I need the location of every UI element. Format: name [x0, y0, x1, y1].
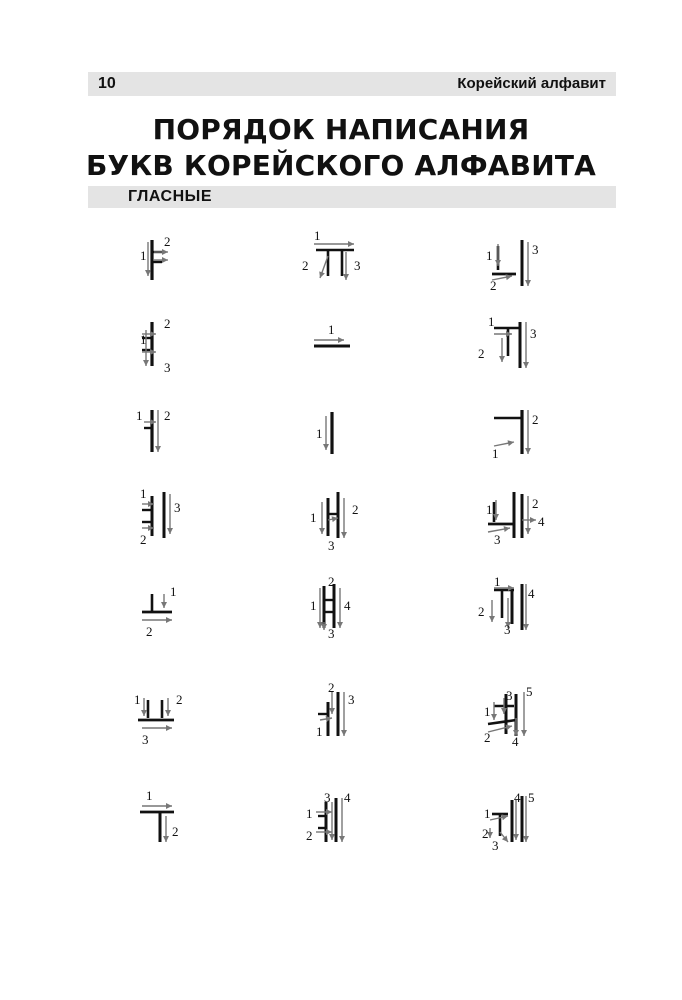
stroke-number-label: 1 — [146, 788, 153, 803]
stroke-number-label: 1 — [306, 806, 313, 821]
vowel-glyph-svg — [288, 574, 368, 641]
stroke-number-label: 2 — [164, 234, 171, 249]
stroke-number-label: 1 — [488, 314, 495, 329]
stroke-direction-arrow — [163, 816, 169, 842]
stroke-number-label: 4 — [512, 734, 519, 749]
stroke-number-label: 1 — [140, 332, 147, 347]
vowel-stroke-diagram — [464, 482, 544, 546]
stroke-direction-arrow — [343, 252, 349, 280]
vowel-stroke-diagram — [288, 482, 368, 553]
running-header — [88, 72, 616, 96]
vowel-glyph-svg — [464, 398, 544, 462]
vowel-stroke-diagram — [112, 398, 192, 462]
stroke-number-label: 2 — [164, 316, 171, 331]
stroke-number-label: 2 — [164, 408, 171, 423]
stroke-direction-arrow — [525, 242, 531, 286]
stroke-direction-arrow — [489, 600, 495, 622]
stroke-direction-arrow — [525, 496, 531, 534]
stroke-number-label: 2 — [328, 680, 335, 695]
stroke-direction-arrow — [155, 410, 161, 452]
stroke-number-label: 2 — [172, 824, 179, 839]
stroke-number-label: 3 — [354, 258, 361, 273]
vowel-glyph-svg — [464, 312, 544, 376]
stroke-direction-arrow — [316, 809, 332, 815]
stroke-direction-arrow — [319, 256, 328, 278]
stroke-direction-arrow — [142, 725, 172, 731]
stroke-number-label: 3 — [506, 688, 513, 703]
stroke-direction-arrow — [523, 322, 529, 368]
vowel-stroke-diagram — [288, 312, 368, 376]
stroke-number-label: 2 — [140, 532, 147, 547]
section-heading — [88, 186, 616, 208]
page-number: 10 — [98, 75, 116, 92]
stroke-number-label: 2 — [532, 496, 539, 511]
vowel-stroke-diagram — [464, 398, 544, 462]
stroke-direction-arrow — [165, 698, 171, 716]
stroke-direction-arrow — [341, 692, 347, 736]
vowel-glyph-svg — [288, 680, 368, 744]
running-title: Корейский алфавит — [457, 75, 606, 92]
stroke-number-label: 3 — [530, 326, 537, 341]
stroke-direction-arrow — [167, 494, 173, 534]
vowel-glyph-svg — [112, 398, 192, 462]
vowel-glyph-svg — [288, 398, 368, 462]
vowel-stroke-diagram — [288, 398, 368, 462]
vowel-glyph-svg — [288, 228, 368, 292]
stroke-number-label: 2 — [490, 278, 497, 293]
page-title — [0, 112, 682, 184]
stroke-number-label: 2 — [478, 604, 485, 619]
stroke-number-label: 3 — [348, 692, 355, 707]
section-label: ГЛАСНЫЕ — [128, 188, 212, 205]
stroke-direction-arrow — [154, 249, 168, 255]
vowel-stroke-diagram — [464, 680, 544, 749]
stroke-number-label: 1 — [310, 510, 317, 525]
vowel-stroke-diagram — [112, 786, 192, 850]
stroke-number-label: 3 — [164, 360, 171, 375]
stroke-number-label: 1 — [310, 598, 317, 613]
vowel-stroke-diagram — [288, 680, 368, 744]
stroke-number-label: 2 — [176, 692, 183, 707]
stroke-direction-arrow — [323, 416, 329, 450]
stroke-direction-arrow — [329, 692, 335, 714]
vowel-glyph-svg — [464, 786, 544, 853]
stroke-number-label: 1 — [134, 692, 141, 707]
stroke-number-label: 2 — [302, 258, 309, 273]
stroke-direction-arrow — [320, 716, 332, 722]
stroke-direction-arrow — [144, 419, 156, 425]
stroke-number-label: 2 — [146, 624, 153, 639]
stroke-number-label: 1 — [314, 228, 321, 243]
stroke-direction-arrow — [337, 588, 343, 628]
vowel-stroke-diagram — [288, 786, 368, 850]
vowel-stroke-diagram — [112, 680, 192, 747]
stroke-number-label: 4 — [344, 790, 351, 805]
stroke-number-label: 3 — [504, 622, 511, 637]
stroke-direction-arrow — [525, 410, 531, 454]
stroke-number-label: 4 — [538, 514, 545, 529]
stroke-direction-arrow — [495, 244, 501, 266]
stroke-direction-arrow — [513, 800, 519, 840]
stroke-direction-arrow — [341, 498, 347, 538]
vowel-glyph-svg — [464, 482, 544, 546]
vowel-glyph-svg — [464, 228, 544, 292]
vowel-stroke-diagram — [464, 574, 544, 638]
stroke-number-label: 2 — [352, 502, 359, 517]
stroke-number-label: 3 — [328, 538, 335, 553]
vowel-stroke-diagram — [288, 574, 368, 641]
vowel-glyph-svg — [288, 482, 368, 553]
stroke-number-label: 1 — [136, 408, 143, 423]
stroke-direction-arrow — [317, 588, 323, 628]
stroke-number-label: 3 — [324, 790, 331, 805]
stroke-number-label: 1 — [486, 248, 493, 263]
stroke-number-label: 1 — [328, 322, 335, 337]
stroke-direction-arrow — [142, 803, 172, 809]
vowel-glyph-svg — [288, 312, 368, 376]
vowel-stroke-diagram — [464, 786, 544, 853]
vowel-glyph-svg — [112, 574, 192, 638]
stroke-number-label: 1 — [170, 584, 177, 599]
stroke-number-label: 2 — [484, 730, 491, 745]
vowel-glyph-svg — [464, 574, 544, 638]
vowel-stroke-diagram — [288, 228, 368, 292]
stroke-number-label: 2 — [482, 826, 489, 841]
stroke-number-label: 3 — [174, 500, 181, 515]
stroke-number-label: 3 — [532, 242, 539, 257]
stroke-direction-arrow — [522, 517, 536, 523]
stroke-number-label: 2 — [306, 828, 313, 843]
stroke-number-label: 1 — [484, 806, 491, 821]
vowel-glyph-svg — [112, 312, 192, 376]
vowel-glyph-svg — [112, 680, 192, 747]
vowel-stroke-diagram — [112, 482, 192, 546]
vowel-stroke-diagram — [112, 228, 192, 292]
vowel-glyph-svg — [112, 786, 192, 850]
stroke-direction-arrow — [314, 337, 344, 343]
stroke-direction-arrow — [142, 617, 172, 623]
vowel-stroke-diagram — [112, 312, 192, 376]
stroke-direction-arrow — [500, 832, 508, 842]
stroke-number-label: 1 — [492, 446, 499, 461]
stroke-number-label: 1 — [140, 248, 147, 263]
stroke-number-label: 2 — [478, 346, 485, 361]
stroke-number-label: 1 — [494, 574, 501, 589]
stroke-number-label: 1 — [486, 502, 493, 517]
stroke-number-label: 1 — [316, 426, 323, 441]
vowel-glyph-svg — [112, 482, 192, 546]
vowel-glyph-svg — [112, 228, 192, 292]
stroke-number-label: 4 — [514, 790, 521, 805]
vowel-glyph-svg — [464, 680, 544, 749]
page-title-line-1: ПОРЯДОК НАПИСАНИЯ — [152, 113, 530, 146]
stroke-number-label: 2 — [532, 412, 539, 427]
stroke-number-label: 4 — [528, 586, 535, 601]
stroke-direction-arrow — [488, 725, 512, 732]
stroke-direction-arrow — [161, 594, 167, 608]
page-title-line-2: БУКВ КОРЕЙСКОГО АЛФАВИТА — [85, 149, 597, 182]
vowel-stroke-diagram — [464, 312, 544, 376]
stroke-number-label: 3 — [492, 838, 499, 853]
stroke-number-label: 4 — [344, 598, 351, 613]
stroke-number-label: 5 — [528, 790, 535, 805]
stroke-number-label: 2 — [328, 574, 335, 589]
stroke-number-label: 5 — [526, 684, 533, 699]
glyph-stroke — [488, 720, 516, 724]
stroke-number-label: 3 — [328, 626, 335, 641]
stroke-number-label: 1 — [140, 486, 147, 501]
stroke-direction-arrow — [319, 502, 325, 534]
vowel-stroke-diagram — [112, 574, 192, 638]
stroke-number-label: 3 — [494, 532, 501, 547]
vowel-glyph-svg — [288, 786, 368, 850]
stroke-number-label: 1 — [316, 724, 323, 739]
stroke-number-label: 1 — [484, 704, 491, 719]
stroke-direction-arrow — [329, 802, 335, 840]
vowel-stroke-diagram — [464, 228, 544, 292]
stroke-number-label: 3 — [142, 732, 149, 747]
stroke-direction-arrow — [141, 698, 147, 716]
stroke-direction-arrow — [499, 338, 505, 362]
